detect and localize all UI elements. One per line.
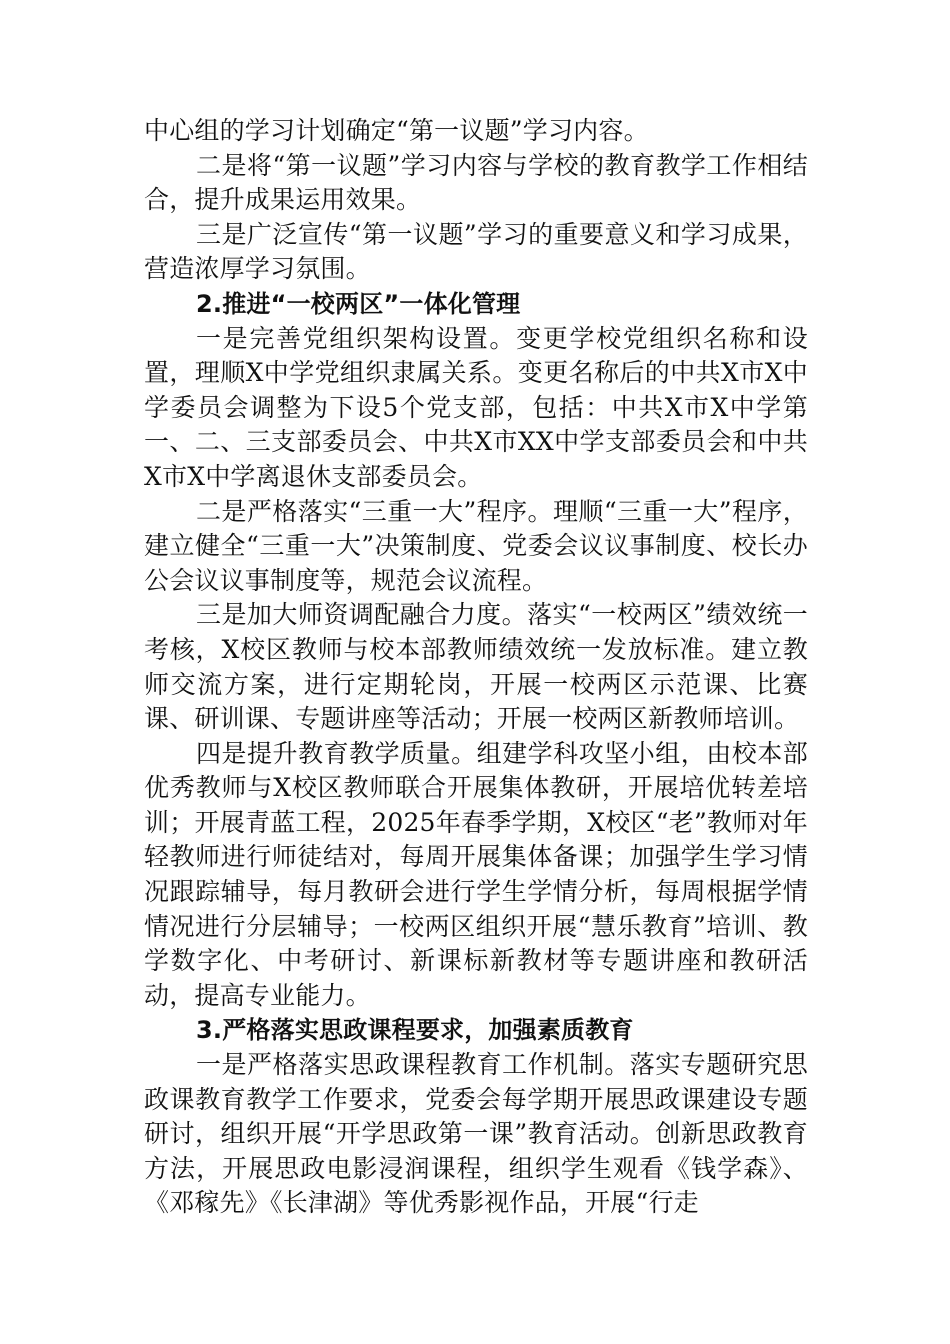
paragraph-8: 一是严格落实思政课程教育工作机制。落实专题研究思政课教育教学工作要求，党委会每学期开展思政课建设专题研讨，组织开展“开学思政第一课”教育活动。创新思政教育方法，开展思政电影浸润课程，组织学生观看《钱学森》、《邓稼先》《长津湖》等优秀影视作品，开展“行走 xyxy=(144,1050,808,1218)
paragraph-6: 三是加大师资调配融合力度。落实“一校两区”绩效统一考核，X校区教师与校本部教师绩效统一发放标准。建立教师交流方案，进行定期轮岗，开展一校两区示范课、比赛课、研训课、专题讲座等活动；开展一校两区新教师培训。 xyxy=(144,600,808,734)
paragraph-7: 四是提升教育教学质量。组建学科攻坚小组，由校本部优秀教师与X校区教师联合开展集体教研，开展培优转差培训；开展青蓝工程，2025年春季学期，X校区“老”教师对年轻教师进行师徒结对，每周开展集体备课；加强学生学习情况跟踪辅导，每月教研会进行学生学情分析，每周根据学情情况进行分层辅导；一校两区组织开展“慧乐教育”培训、教学数字化、中考研讨、新课标新教材等专题讲座和教研活动，提高专业能力。 xyxy=(144,738,808,1010)
paragraph-1: 中心组的学习计划确定“第一议题”学习内容。 xyxy=(144,116,649,145)
paragraph-3: 三是广泛宣传“第一议题”学习的重要意义和学习成果，营造浓厚学习氛围。 xyxy=(144,219,808,284)
paragraph-2: 二是将“第一议题”学习内容与学校的教育教学工作相结合，提升成果运用效果。 xyxy=(144,150,808,215)
section-heading-3: 3.严格落实思政课程要求，加强素质教育 xyxy=(196,1016,634,1045)
section-heading-2: 2.推进“一校两区”一体化管理 xyxy=(196,289,521,318)
document-body xyxy=(144,114,808,1221)
paragraph-5: 二是严格落实“三重一大”程序。理顺“三重一大”程序，建立健全“三重一大”决策制度、党委会议议事制度、校长办公会议议事制度等，规范会议流程。 xyxy=(144,496,808,595)
paragraph-4: 一是完善党组织架构设置。变更学校党组织名称和设置，理顺X中学党组织隶属关系。变更名称后的中共X市X中学委员会调整为下设5个党支部，包括：中共X市X中学第一、二、三支部委员会、中共X市XX中学支部委员会和中共X市X中学离退休支部委员会。 xyxy=(144,323,808,491)
